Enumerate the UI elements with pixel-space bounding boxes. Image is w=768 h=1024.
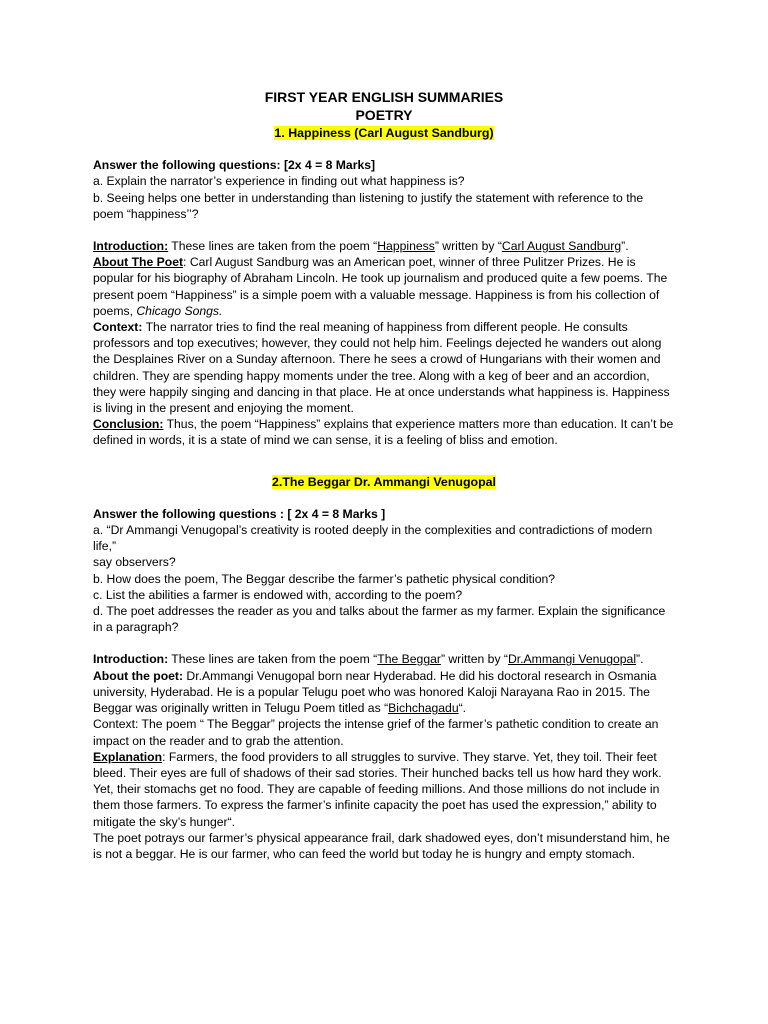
document-subtitle: POETRY bbox=[355, 107, 413, 123]
section-2-question-a-cont: say observers? bbox=[93, 555, 176, 570]
section-2-introduction: Introduction: These lines are taken from the poem “The Beggar” written by “Dr.Ammangi Venugopal”. bbox=[93, 652, 644, 667]
section-2-final-paragraph: The poet potrays our farmer’s physical appearance frail, dark shadowed eyes, don’t misunderstand him, he is not a beggar. He is our farmer, who can feed the world but today he is hungry and empty stomach. bbox=[93, 830, 670, 861]
section-1-question-heading: Answer the following questions: [2x 4 = 8 Marks] bbox=[93, 158, 376, 173]
section-2-question-b: b. How does the poem, The Beggar describe the farmer’s pathetic physical condition? bbox=[93, 571, 556, 586]
section-2-question-d: d. The poet addresses the reader as you and talks about the farmer as my farmer. Explain the significance in a paragraph? bbox=[93, 604, 666, 635]
section-2-question-c: c. List the abilities a farmer is endowed with, according to the poem? bbox=[93, 587, 463, 602]
document-page bbox=[93, 88, 675, 862]
section-1-question-a: a. Explain the narrator’s experience in finding out what happiness is? bbox=[93, 174, 465, 189]
section-1-question-b: b. Seeing helps one better in understanding than listening to justify the statement with reference to the poem “happiness’’? bbox=[93, 190, 644, 221]
section-2-heading: 2.The Beggar Dr. Ammangi Venugopal bbox=[272, 474, 496, 489]
section-1-about-poet: About The Poet: Carl August Sandburg was an American poet, winner of three Pulitzer Prizes. He is popular for his biography of Abraham Lincoln. He took up journalism and produced quite a few poems. The present poem “Happiness” is a simple poem with a valuable message. Happiness is from his collection of poems, Chicago Songs. bbox=[93, 255, 668, 318]
section-1-heading: 1. Happiness (Carl August Sandburg) bbox=[274, 126, 494, 140]
section-1-context: Context: The narrator tries to find the real meaning of happiness from different people. He consults professors and top executives; however, they could not help him. Feelings dejected he wanders out along the Desplaines River on a Sunday afternoon. There he sees a crowd of Hungarians with their women and children. They are spending happy moments under the tree. Along with a keg of beer and an accordion, they were happily singing and dancing in that place. He at once understands what happiness is. Happiness is living in the present and enjoying the moment. bbox=[93, 320, 670, 416]
section-2-question-a: a. “Dr Ammangi Venugopal’s creativity is rooted deeply in the complexities and contradictions of modern life,” bbox=[93, 523, 653, 554]
section-2-question-heading: Answer the following questions : [ 2x 4 = 8 Marks ] bbox=[93, 506, 386, 521]
section-2-heading-wrap bbox=[93, 474, 675, 490]
section-2-explanation: Explanation: Farmers, the food providers to all struggles to survive. They starve. Yet, they toil. Their feet bleed. Their eyes are full of shadows of their sad stories. Their hunched backs tell us how hard they work. Yet, their stomachs get no food. They are capable of feeding millions. And those millions do not include in them those farmers. To express the farmer’s infinite capacity the poet has used the expression,” ability to mitigate the sky’s hunger“. bbox=[93, 749, 662, 829]
section-2-about-poet: About the poet: Dr.Ammangi Venugopal born near Hyderabad. He did his doctoral research in Osmania university, Hyderabad. He is a popular Telugu poet who was honored Kaloji Narayana Rao in 2015. The Beggar was originally written in Telugu Poem titled as “Bichchagadu“. bbox=[93, 668, 657, 716]
section-1-introduction: Introduction: These lines are taken from the poem “Happiness” written by “Carl August Sandburg”. bbox=[93, 239, 629, 254]
document-title: FIRST YEAR ENGLISH SUMMARIES bbox=[264, 89, 504, 105]
section-1-conclusion: Conclusion: Thus, the poem “Happiness” explains that experience matters more than education. It can’t be defined in words, it is a state of mind we can sense, it is a feeling of bliss and emotion. bbox=[93, 417, 674, 448]
section-2-context: Context: The poem “ The Beggar” projects the intense grief of the farmer’s pathetic condition to create an impact on the reader and to grab the attention. bbox=[93, 717, 659, 748]
section-1-heading-wrap bbox=[93, 125, 675, 141]
